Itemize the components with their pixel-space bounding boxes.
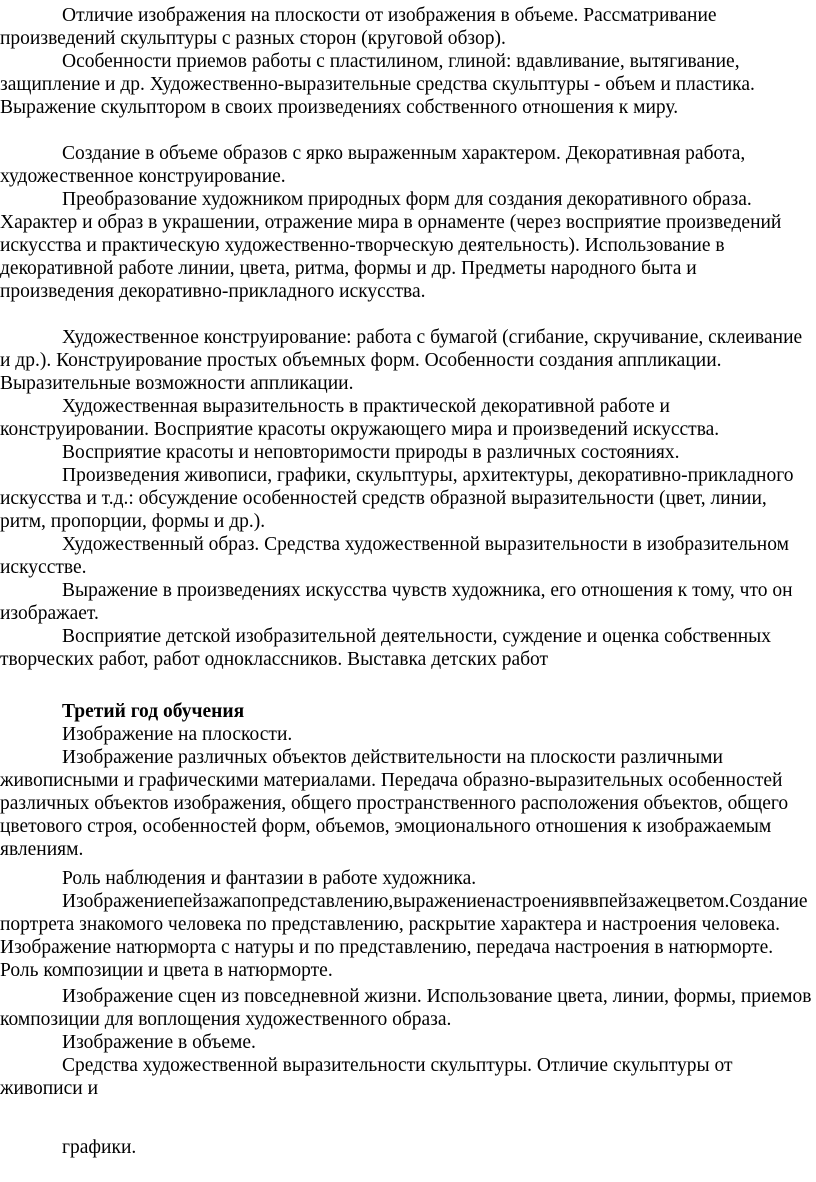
paragraph-12: Изображение на плоскости. — [62, 724, 293, 745]
paragraph-1: Отличие изображения на плоскости от изображения в объеме. Рассматривание произведений скульптуры с разных сторон (круговой обзор). — [0, 5, 717, 49]
paragraph-7: Восприятие красоты и неповторимости природы в различных состояниях. — [62, 442, 680, 463]
paragraph-2: Особенности приемов работы с пластилином, глиной: вдавливание, вытягивание, защипление и др. Художественно-выразительные средства скульптуры - объем и пластика. Выражение скульптором в своих произведениях собственного отношения к миру. — [0, 51, 755, 118]
paragraph-15: Изображениепейзажапопредставлению,выражениенастроенияввпейзажецветом.Создание портрета знакомого человека по представлению, раскрытие характера и настроения человека. Изображение натюрморта с натуры и по представлению, передача настроения в натюрморте. Роль композиции и цвета в натюрморте. — [0, 891, 808, 981]
paragraph-16: Изображение сцен из повседневной жизни. Использование цвета, линии, формы, приемов композиции для воплощения художественного образа. — [0, 986, 812, 1030]
paragraph-3: Создание в объеме образов с ярко выраженным характером. Декоративная работа, художественное конструирование. — [0, 143, 746, 187]
paragraph-17: Изображение в объеме. — [62, 1032, 256, 1053]
paragraph-13: Изображение различных объектов действительности на плоскости различными живописными и графическими материалами. Передача образно-выразительных особенностей различных объектов изображения, общего пространственного расположения объектов, общего цветового строя, особенностей форм, объемов, эмоционального отношения к изображаемым явлениям. — [0, 747, 789, 860]
paragraph-10: Выражение в произведениях искусства чувств художника, его отношения к тому, что он изображает. — [0, 580, 793, 624]
paragraph-18: Средства художественной выразительности скульптуры. Отличие скульптуры от живописи и — [0, 1055, 733, 1099]
continued-text: графики. — [62, 1137, 137, 1158]
paragraph-4: Преобразование художником природных форм для создания декоративного образа. Характер и образ в украшении, отражение мира в орнаменте (через восприятие произведений искусства и практическую художественно-творческую деятельность). Использование в декоративной работе линии, цвета, ритма, формы и др. Предметы народного быта и произведения декоративно-прикладного искусства. — [0, 189, 782, 302]
paragraph-11: Восприятие детской изобразительной деятельности, суждение и оценка собственных творческих работ, работ одноклассников. Выставка детских работ — [0, 626, 772, 670]
paragraph-8: Произведения живописи, графики, скульптуры, архитектуры, декоративно-прикладного искусства и т.д.: обсуждение особенностей средств образной выразительности (цвет, линии, ритм, пропорции, формы и др.). — [0, 465, 794, 532]
section-heading: Третий год обучения — [62, 701, 245, 722]
paragraph-14: Роль наблюдения и фантазии в работе художника. — [62, 868, 477, 889]
paragraph-6: Художественная выразительность в практической декоративной работе и конструировании. Восприятие красоты окружающего мира и произведений искусства. — [0, 396, 720, 440]
paragraph-9: Художественный образ. Средства художественной выразительности в изобразительном искусстве. — [0, 534, 789, 578]
paragraph-5: Художественное конструирование: работа с бумагой (сгибание, скручивание, склеивание и др.). Конструирование простых объемных форм. Особенности создания аппликации. Выразительные возможности аппликации. — [0, 327, 803, 394]
